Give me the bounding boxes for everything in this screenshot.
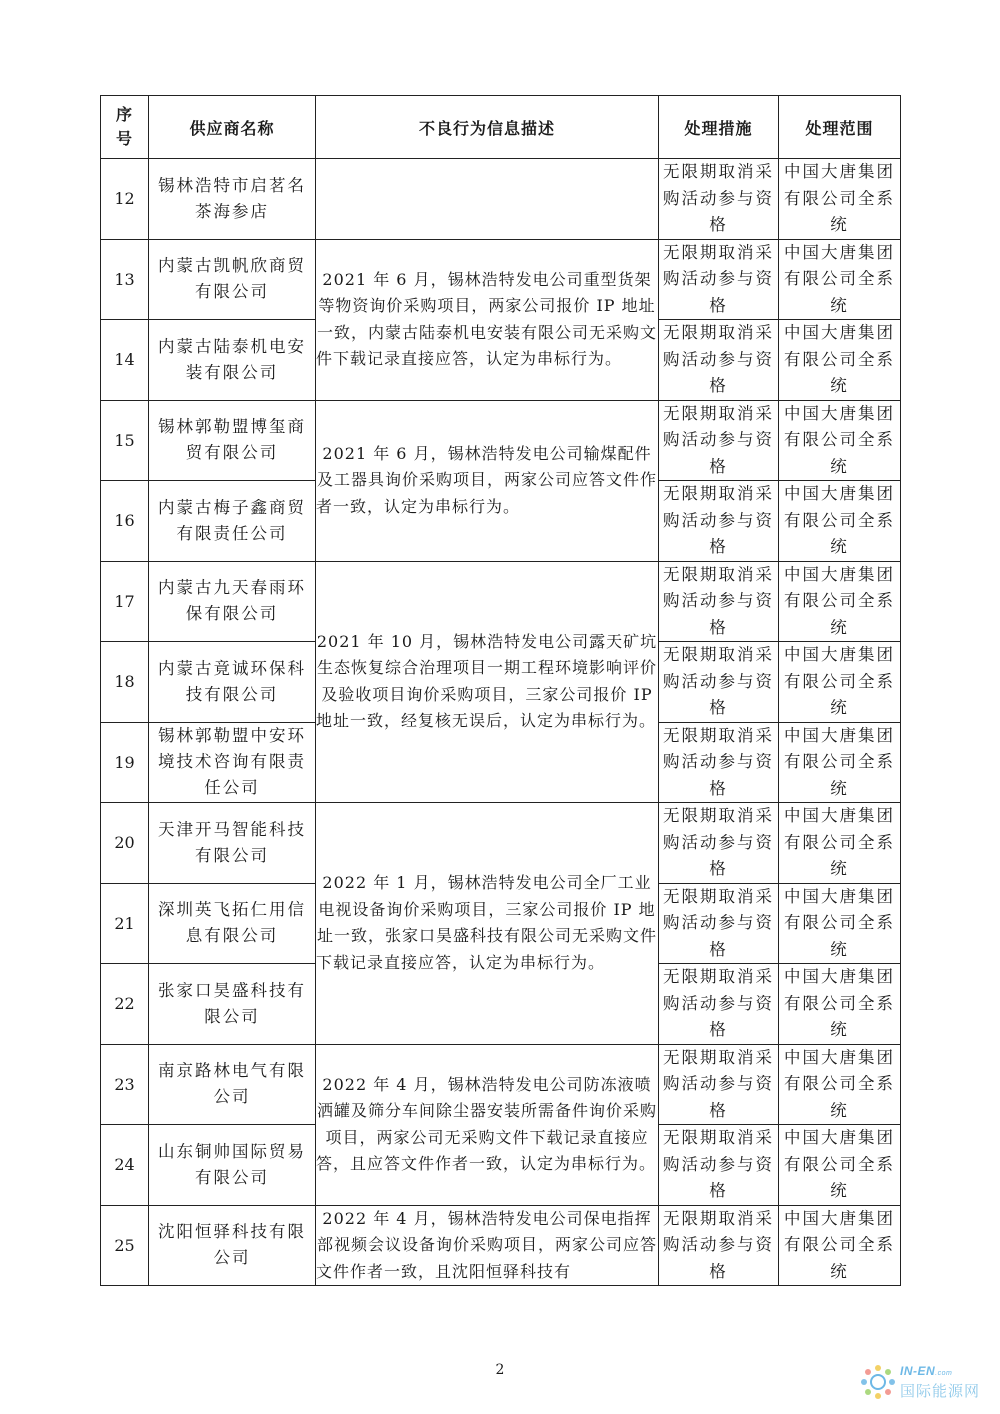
- row-number: 19: [101, 722, 149, 803]
- table-row: [101, 561, 901, 642]
- table-row: [101, 400, 901, 481]
- scope-cell: 中国大唐集团有限公司全系统: [779, 1205, 901, 1286]
- measure-cell: 无限期取消采购活动参与资格: [659, 159, 779, 240]
- header-measure: 处理措施: [659, 96, 779, 159]
- scope-cell: 中国大唐集团有限公司全系统: [779, 803, 901, 884]
- supplier-name: 锡林浩特市启茗名茶海参店: [149, 159, 316, 240]
- description-cell-empty: [316, 159, 659, 240]
- row-number: 17: [101, 561, 149, 642]
- header-supplier: 供应商名称: [149, 96, 316, 159]
- row-number: 23: [101, 1044, 149, 1125]
- description-cell: 2021 年 10 月，锡林浩特发电公司露天矿坑生态恢复综合治理项目一期工程环境影响评价及验收项目询价采购项目，三家公司报价 IP 地址一致，经复核无误后，认定为串标行为。: [316, 561, 659, 803]
- measure-cell: 无限期取消采购活动参与资格: [659, 722, 779, 803]
- table-row: [101, 803, 901, 884]
- description-cell: 2022 年 1 月，锡林浩特发电公司全厂工业电视设备询价采购项目，三家公司报价 IP 地址一致，张家口昊盛科技有限公司无采购文件下载记录直接应答，认定为串标行为。: [316, 803, 659, 1045]
- row-number: 22: [101, 964, 149, 1045]
- watermark-logo: [858, 1356, 998, 1406]
- supplier-name: 内蒙古凯帆欣商贸有限公司: [149, 239, 316, 320]
- supplier-name: 锡林郭勒盟博玺商贸有限公司: [149, 400, 316, 481]
- scope-cell: 中国大唐集团有限公司全系统: [779, 883, 901, 964]
- scope-cell: 中国大唐集团有限公司全系统: [779, 400, 901, 481]
- scope-cell: 中国大唐集团有限公司全系统: [779, 1125, 901, 1206]
- description-cell: 2021 年 6 月，锡林浩特发电公司输煤配件及工器具询价采购项目，两家公司应答文件作者一致，认定为串标行为。: [316, 400, 659, 561]
- scope-cell: 中国大唐集团有限公司全系统: [779, 722, 901, 803]
- measure-cell: 无限期取消采购活动参与资格: [659, 400, 779, 481]
- supplier-name: 内蒙古陆泰机电安装有限公司: [149, 320, 316, 401]
- scope-cell: 中国大唐集团有限公司全系统: [779, 561, 901, 642]
- sun-flower-logo-icon: [858, 1362, 898, 1402]
- measure-cell: 无限期取消采购活动参与资格: [659, 883, 779, 964]
- measure-cell: 无限期取消采购活动参与资格: [659, 1044, 779, 1125]
- supplier-name: 张家口昊盛科技有限公司: [149, 964, 316, 1045]
- supplier-name: 深圳英飞拓仁用信息有限公司: [149, 883, 316, 964]
- row-number: 25: [101, 1205, 149, 1286]
- scope-cell: 中国大唐集团有限公司全系统: [779, 239, 901, 320]
- scope-cell: 中国大唐集团有限公司全系统: [779, 964, 901, 1045]
- row-number: 14: [101, 320, 149, 401]
- supplier-name: 锡林郭勒盟中安环境技术咨询有限责任公司: [149, 722, 316, 803]
- header-scope: 处理范围: [779, 96, 901, 159]
- table-row: [101, 1205, 901, 1286]
- measure-cell: 无限期取消采购活动参与资格: [659, 320, 779, 401]
- supplier-name: 内蒙古梅子鑫商贸有限责任公司: [149, 481, 316, 562]
- measure-cell: 无限期取消采购活动参与资格: [659, 239, 779, 320]
- scope-cell: 中国大唐集团有限公司全系统: [779, 320, 901, 401]
- page-number: 2: [495, 1362, 505, 1378]
- header-description: 不良行为信息描述: [316, 96, 659, 159]
- row-number: 21: [101, 883, 149, 964]
- supplier-name: 内蒙古九天春雨环保有限公司: [149, 561, 316, 642]
- description-cell: 2021 年 6 月，锡林浩特发电公司重型货架等物资询价采购项目，两家公司报价 IP 地址一致，内蒙古陆泰机电安装有限公司无采购文件下载记录直接应答，认定为串标行为。: [316, 239, 659, 400]
- row-number: 15: [101, 400, 149, 481]
- scope-cell: 中国大唐集团有限公司全系统: [779, 1044, 901, 1125]
- measure-cell: 无限期取消采购活动参与资格: [659, 481, 779, 562]
- measure-cell: 无限期取消采购活动参与资格: [659, 803, 779, 884]
- supplier-misconduct-table: [100, 95, 901, 1286]
- row-number: 18: [101, 642, 149, 723]
- table-row: [101, 1044, 901, 1125]
- supplier-name: 南京路林电气有限公司: [149, 1044, 316, 1125]
- row-number: 12: [101, 159, 149, 240]
- description-cell: 2022 年 4 月，锡林浩特发电公司保电指挥部视频会议设备询价采购项目，两家公司应答文件作者一致，且沈阳恒驿科技有: [316, 1205, 659, 1286]
- table-header-row: [101, 96, 901, 159]
- scope-cell: 中国大唐集团有限公司全系统: [779, 159, 901, 240]
- logo-text-en: IN-EN.com: [900, 1364, 953, 1378]
- scope-cell: 中国大唐集团有限公司全系统: [779, 481, 901, 562]
- supplier-name: 内蒙古竟诚环保科技有限公司: [149, 642, 316, 723]
- row-number: 16: [101, 481, 149, 562]
- description-cell: 2022 年 4 月，锡林浩特发电公司防冻液喷洒罐及筛分车间除尘器安装所需备件询价采购项目，两家公司无采购文件下载记录直接应答，且应答文件作者一致，认定为串标行为。: [316, 1044, 659, 1205]
- scope-cell: 中国大唐集团有限公司全系统: [779, 642, 901, 723]
- logo-text-cn: 国际能源网: [900, 1382, 981, 1400]
- measure-cell: 无限期取消采购活动参与资格: [659, 1125, 779, 1206]
- header-seq: 序 号: [101, 96, 149, 159]
- measure-cell: 无限期取消采购活动参与资格: [659, 1205, 779, 1286]
- table-row: [101, 239, 901, 320]
- supplier-name: 山东铜帅国际贸易有限公司: [149, 1125, 316, 1206]
- row-number: 20: [101, 803, 149, 884]
- row-number: 13: [101, 239, 149, 320]
- measure-cell: 无限期取消采购活动参与资格: [659, 964, 779, 1045]
- supplier-name: 沈阳恒驿科技有限公司: [149, 1205, 316, 1286]
- row-number: 24: [101, 1125, 149, 1206]
- supplier-name: 天津开马智能科技有限公司: [149, 803, 316, 884]
- table-row: [101, 159, 901, 240]
- measure-cell: 无限期取消采购活动参与资格: [659, 642, 779, 723]
- measure-cell: 无限期取消采购活动参与资格: [659, 561, 779, 642]
